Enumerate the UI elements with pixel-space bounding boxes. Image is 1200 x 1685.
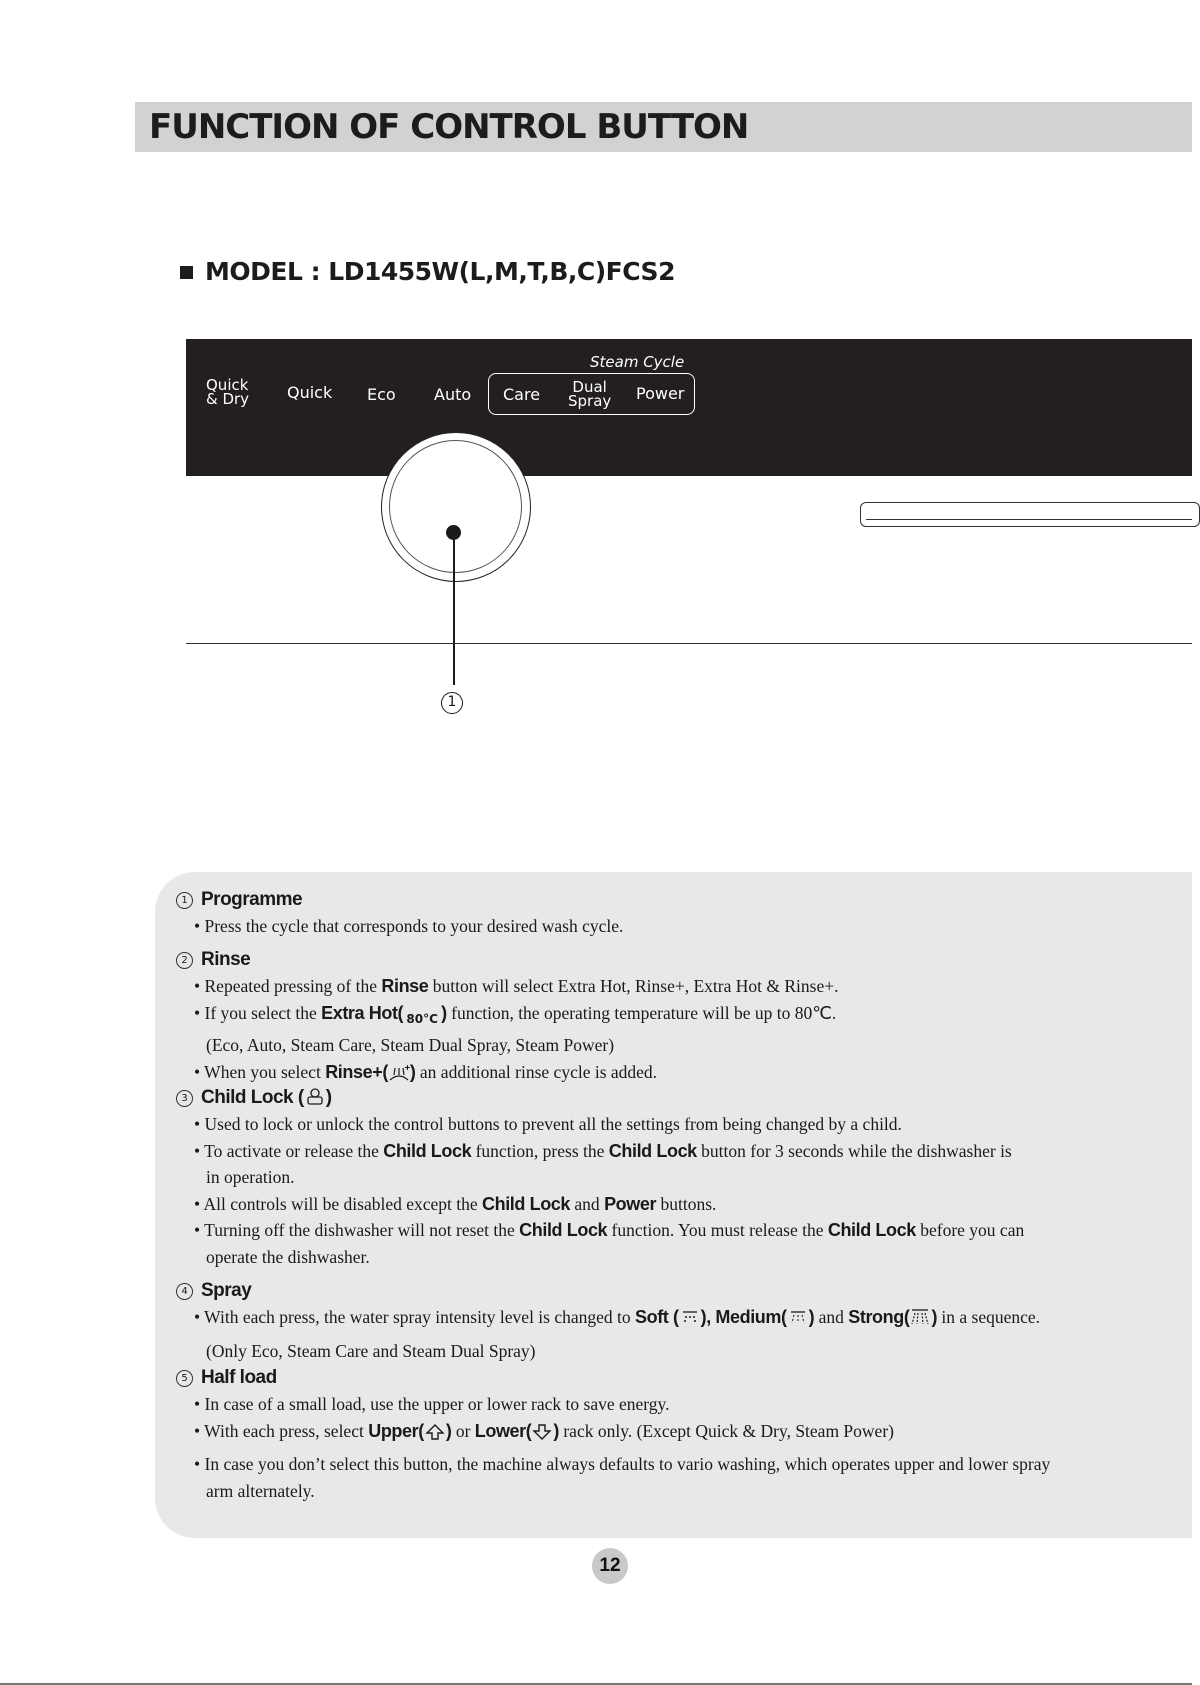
section-half-load (176, 1365, 1186, 1504)
text-run: function, the operating temperature will be up to 80℃. (446, 1002, 837, 1023)
section-child-lock (176, 1085, 1186, 1270)
bold-term: Rinse (381, 976, 429, 996)
program-quick-dry (206, 378, 249, 406)
bullet-line: • In case you don’t select this button, the machine always defaults to vario washing, which operates upper and lower spray (194, 1454, 1051, 1474)
section-heading (176, 1278, 1186, 1304)
bold-term: Power (604, 1193, 657, 1214)
section-title: Child Lock ( (201, 1087, 304, 1108)
square-bullet-icon (180, 266, 193, 279)
section-number: 2 (176, 952, 193, 969)
text-run: button for 3 seconds while the dishwasher is (696, 1140, 1012, 1161)
program-label-line2: Spray (568, 392, 612, 410)
text-run: • With each press, select (194, 1420, 369, 1441)
section-title: Programme (201, 889, 303, 910)
bullet-line (176, 1191, 1186, 1218)
section-number: 4 (176, 1283, 193, 1300)
section-heading (176, 1085, 1186, 1111)
callout-leader-line (453, 533, 455, 685)
bold-term: Child Lock (383, 1140, 472, 1161)
section-number: 5 (176, 1370, 193, 1387)
bullet-line: • Press the cycle that corresponds to your desired wash cycle. (194, 916, 624, 936)
panel-bottom-line (186, 643, 1192, 644)
text-run: rack only. (Except Quick & Dry, Steam Power) (558, 1420, 894, 1441)
page-title: FUNCTION OF CONTROL BUTTON (149, 107, 749, 147)
spray-medium-icon (787, 1309, 809, 1338)
callout-number: 1 (441, 692, 463, 714)
bullet-continuation: in operation. (206, 1167, 295, 1187)
section-heading (176, 887, 1186, 913)
bullet-line (176, 1217, 1186, 1244)
text-run: function, press the (471, 1140, 609, 1161)
text-run: an additional rinse cycle is added. (415, 1061, 658, 1082)
text-run: in a sequence. (937, 1307, 1041, 1327)
bullet-line (176, 1418, 1186, 1452)
bold-term: Child Lock (827, 1220, 916, 1240)
program-dual-spray (568, 380, 611, 408)
text-run: or (451, 1420, 475, 1441)
bold-term: Extra Hot( (321, 1002, 404, 1023)
text-run: and (570, 1193, 605, 1214)
bullet-line (176, 1000, 1186, 1033)
text-run: button will select Extra Hot, Rinse+, Extra Hot & Rinse+. (428, 976, 839, 996)
text-run: buttons. (656, 1193, 717, 1214)
bold-term: ) (931, 1307, 938, 1327)
bold-term: Soft ( (635, 1307, 679, 1327)
bullet-continuation: (Eco, Auto, Steam Care, Steam Dual Spray, Steam Power) (206, 1035, 615, 1055)
bold-term: Strong( (848, 1307, 910, 1327)
thermometer-80c-icon: 80°C (406, 1011, 438, 1026)
header-bar (135, 102, 1192, 152)
bullet-line (176, 973, 1186, 1000)
bullet-continuation: arm alternately. (206, 1480, 315, 1501)
text-run: • Repeated pressing of the (194, 976, 382, 996)
bold-term: Child Lock (519, 1220, 608, 1240)
svg-text:+: + (403, 1062, 411, 1072)
bullet-continuation: operate the dishwasher. (206, 1246, 370, 1267)
bullet-continuation: (Only Eco, Steam Care and Steam Dual Spray) (206, 1340, 536, 1361)
bold-term: ) (409, 1061, 416, 1082)
bullet-line (176, 1304, 1186, 1338)
programme-dial-inner (389, 440, 522, 573)
section-programme (176, 887, 1186, 940)
program-power: Power (636, 384, 685, 403)
section-title-end: ) (325, 1087, 332, 1108)
program-label-line1: Dual (572, 378, 607, 396)
child-lock-icon (304, 1086, 326, 1110)
arrow-up-icon (424, 1423, 446, 1452)
arrow-down-icon (531, 1423, 553, 1452)
program-label-line2: & Dry (206, 390, 250, 408)
section-title: Half load (201, 1367, 277, 1388)
text-run: • With each press, the water spray intensity level is changed to (194, 1307, 636, 1327)
section-heading (176, 947, 1186, 973)
text-run: • Turning off the dishwasher will not reset the (194, 1220, 520, 1240)
program-label-line1: Quick (206, 376, 249, 394)
section-heading (176, 1365, 1186, 1391)
display-slot-line (866, 519, 1192, 520)
section-number: 3 (176, 1090, 193, 1107)
section-rinse (176, 947, 1186, 1092)
bold-term: ), Medium( (700, 1307, 787, 1327)
bold-term: ) (441, 1002, 447, 1023)
section-number: 1 (176, 892, 193, 909)
page-number: 12 (592, 1548, 628, 1584)
bold-term: Child Lock (608, 1140, 697, 1161)
section-spray (176, 1278, 1186, 1364)
program-care: Care (503, 385, 541, 404)
bold-term: Child Lock (482, 1193, 571, 1214)
display-slot (860, 502, 1200, 527)
text-run: before you can (915, 1220, 1025, 1240)
text-run: • All controls will be disabled except the (194, 1193, 483, 1214)
text-run: and (814, 1307, 849, 1327)
bullet-line: • Used to lock or unlock the control buttons to prevent all the settings from being changed by a child. (194, 1114, 902, 1134)
text-run: • If you select the (194, 1002, 322, 1023)
programme-dial[interactable] (381, 432, 531, 582)
text-run: • When you select (194, 1061, 326, 1082)
steam-cycle-label: Steam Cycle (590, 353, 685, 371)
model-label: MODEL : LD1455W(L,M,T,B,C)FCS2 (205, 257, 675, 286)
spray-soft-icon (679, 1309, 701, 1338)
program-auto: Auto (434, 385, 472, 404)
text-run: • To activate or release the (194, 1140, 384, 1161)
bullet-line (176, 1138, 1186, 1165)
bold-term: ) (553, 1420, 559, 1441)
bold-term: ) (808, 1307, 815, 1327)
bold-term: Upper( (368, 1420, 424, 1441)
spray-strong-icon (909, 1307, 931, 1338)
bullet-line: • In case of a small load, use the upper or lower rack to save energy. (194, 1394, 670, 1414)
bold-term: ) (445, 1420, 452, 1441)
section-title: Spray (201, 1280, 252, 1301)
program-quick: Quick (287, 383, 333, 402)
section-title: Rinse (201, 949, 251, 970)
model-heading (180, 256, 675, 288)
text-run: function. You must release the (607, 1220, 828, 1240)
bold-term: Rinse+( (325, 1061, 388, 1082)
bold-term: Lower( (474, 1420, 532, 1441)
program-eco: Eco (367, 385, 396, 404)
